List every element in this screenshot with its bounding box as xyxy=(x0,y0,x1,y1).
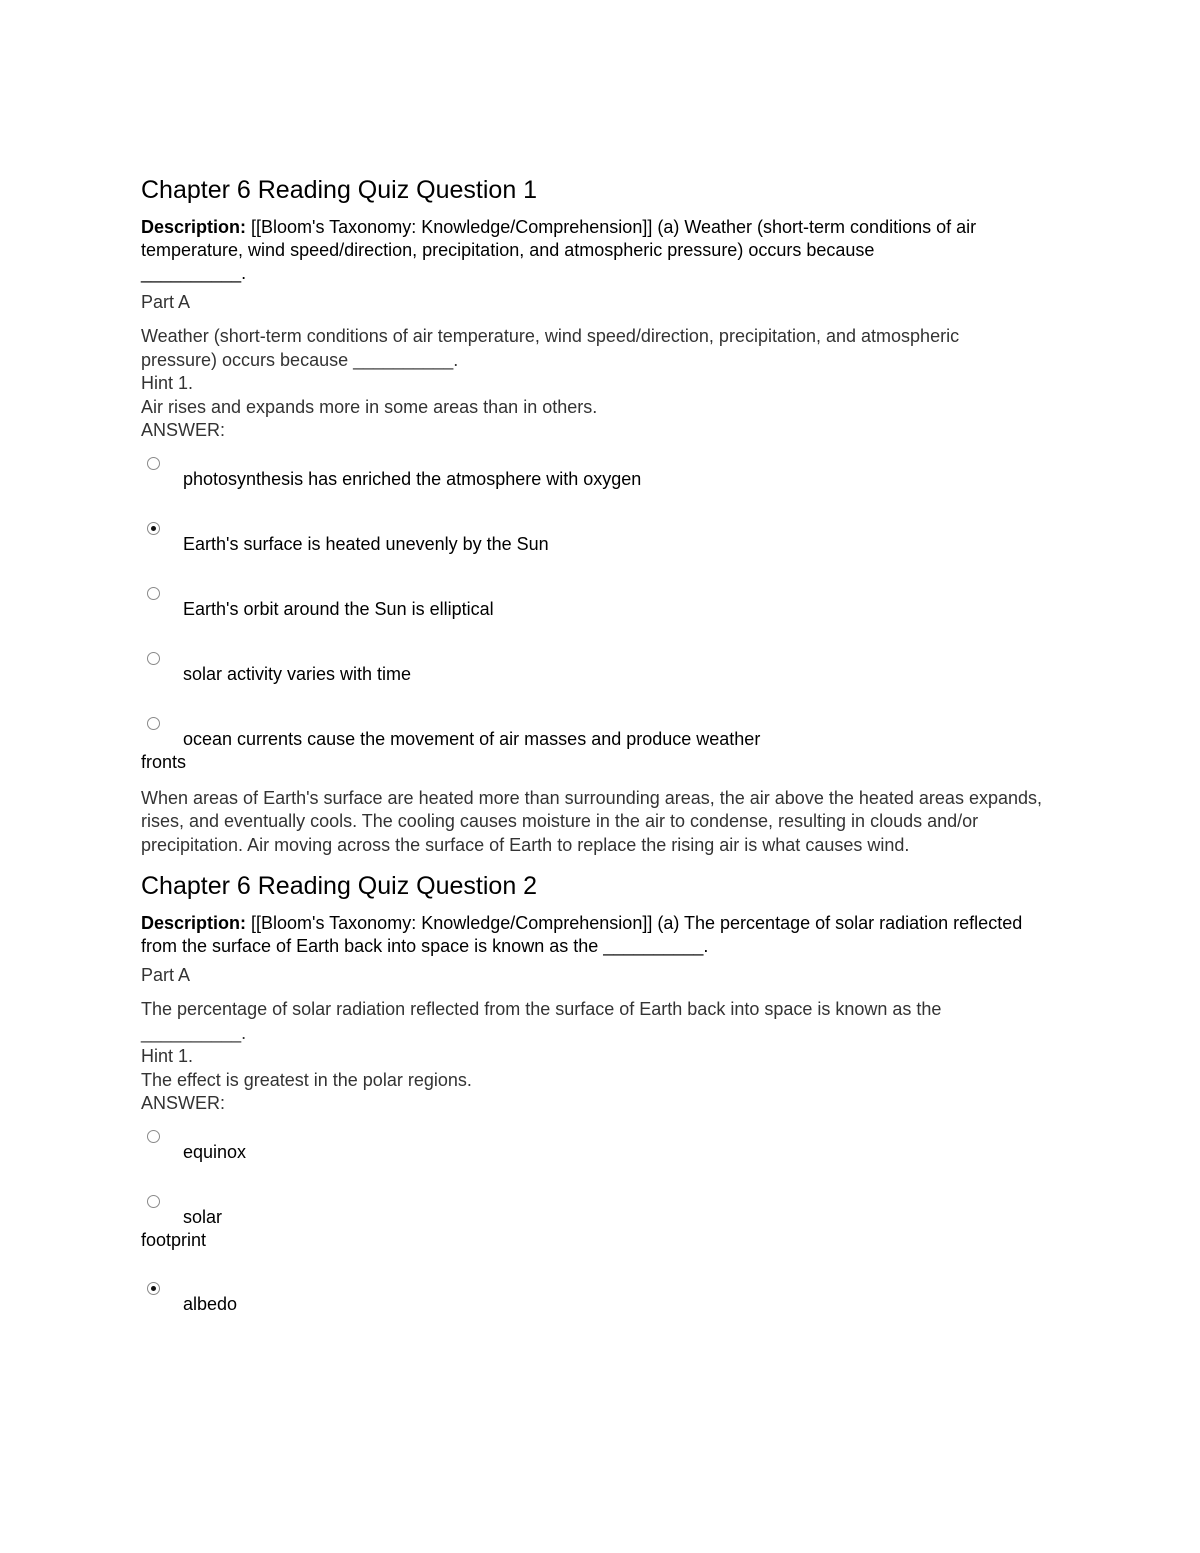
radio-button[interactable] xyxy=(147,1130,160,1143)
radio-button[interactable] xyxy=(147,652,160,665)
option-label: solar activity varies with time xyxy=(183,663,412,684)
option-label: ocean currents cause the movement of air masses and produce weather xyxy=(183,728,761,749)
radio-button-selected[interactable] xyxy=(147,522,160,535)
hint-label: Hint 1. xyxy=(141,1046,194,1066)
answer-option[interactable] xyxy=(141,652,1061,717)
part-label: Part A xyxy=(141,965,191,985)
answer-label: ANSWER: xyxy=(141,1093,226,1113)
description-text: [[Bloom's Taxonomy: Knowledge/Comprehension]] (a) The percentage of solar radiation reflected from the surface of Earth back into space is known as the __________. xyxy=(141,913,1023,956)
question-description xyxy=(141,216,1061,285)
prompt-line: pressure) occurs because __________. xyxy=(141,349,459,370)
answer-option[interactable] xyxy=(141,522,1061,587)
question-description xyxy=(141,912,1061,958)
answer-option[interactable] xyxy=(141,1195,1061,1282)
hint-label: Hint 1. xyxy=(141,373,194,393)
option-label-continued: fronts xyxy=(141,751,187,772)
quiz-document xyxy=(141,174,1061,1347)
option-label: equinox xyxy=(183,1141,247,1162)
description-label: Description: xyxy=(141,217,247,237)
radio-button[interactable] xyxy=(147,717,160,730)
radio-button[interactable] xyxy=(147,457,160,470)
option-label: Earth's orbit around the Sun is elliptical xyxy=(183,598,494,619)
answer-option[interactable] xyxy=(141,457,1061,522)
radio-button[interactable] xyxy=(147,1195,160,1208)
question-2 xyxy=(141,870,1061,1347)
question-prompt xyxy=(141,325,1061,443)
question-title: Chapter 6 Reading Quiz Question 2 xyxy=(141,872,538,900)
question-title: Chapter 6 Reading Quiz Question 1 xyxy=(141,176,538,204)
option-label: photosynthesis has enriched the atmosphere with oxygen xyxy=(183,468,642,489)
description-text: [[Bloom's Taxonomy: Knowledge/Comprehension]] (a) Weather (short-term conditions of air temperature, wind speed/direction, precipitation, and atmospheric pressure) occurs because xyxy=(141,217,977,260)
option-label: albedo xyxy=(183,1293,238,1314)
prompt-line: __________. xyxy=(141,1022,247,1043)
part-label: Part A xyxy=(141,292,191,312)
prompt-line: The percentage of solar radiation reflected from the surface of Earth back into space is known as the xyxy=(141,999,942,1019)
question-prompt xyxy=(141,998,1061,1116)
option-label-continued: footprint xyxy=(141,1229,207,1250)
hint-text: The effect is greatest in the polar regions. xyxy=(141,1069,472,1090)
hint-text: Air rises and expands more in some areas than in others. xyxy=(141,396,598,417)
answer-option[interactable] xyxy=(141,1282,1061,1347)
answer-options xyxy=(141,457,1061,787)
description-label: Description: xyxy=(141,913,247,933)
question-1 xyxy=(141,174,1061,857)
radio-button[interactable] xyxy=(147,587,160,600)
option-label: solar xyxy=(183,1206,223,1227)
answer-explanation: When areas of Earth's surface are heated more than surrounding areas, the air above the heated areas expands, rises, and eventually cools. The cooling causes moisture in the air to condense, resulting in clouds and/or precipitation. Air moving across the surface of Earth to replace the rising air is what causes wind. xyxy=(141,787,1042,855)
radio-button-selected[interactable] xyxy=(147,1282,160,1295)
answer-options xyxy=(141,1130,1061,1347)
prompt-line: Weather (short-term conditions of air temperature, wind speed/direction, precipitation, and atmospheric xyxy=(141,326,960,346)
description-blank: __________. xyxy=(141,263,247,283)
answer-label: ANSWER: xyxy=(141,420,226,440)
answer-option[interactable] xyxy=(141,1130,1061,1195)
answer-option[interactable] xyxy=(141,717,1061,787)
option-label: Earth's surface is heated unevenly by the Sun xyxy=(183,533,549,554)
answer-option[interactable] xyxy=(141,587,1061,652)
